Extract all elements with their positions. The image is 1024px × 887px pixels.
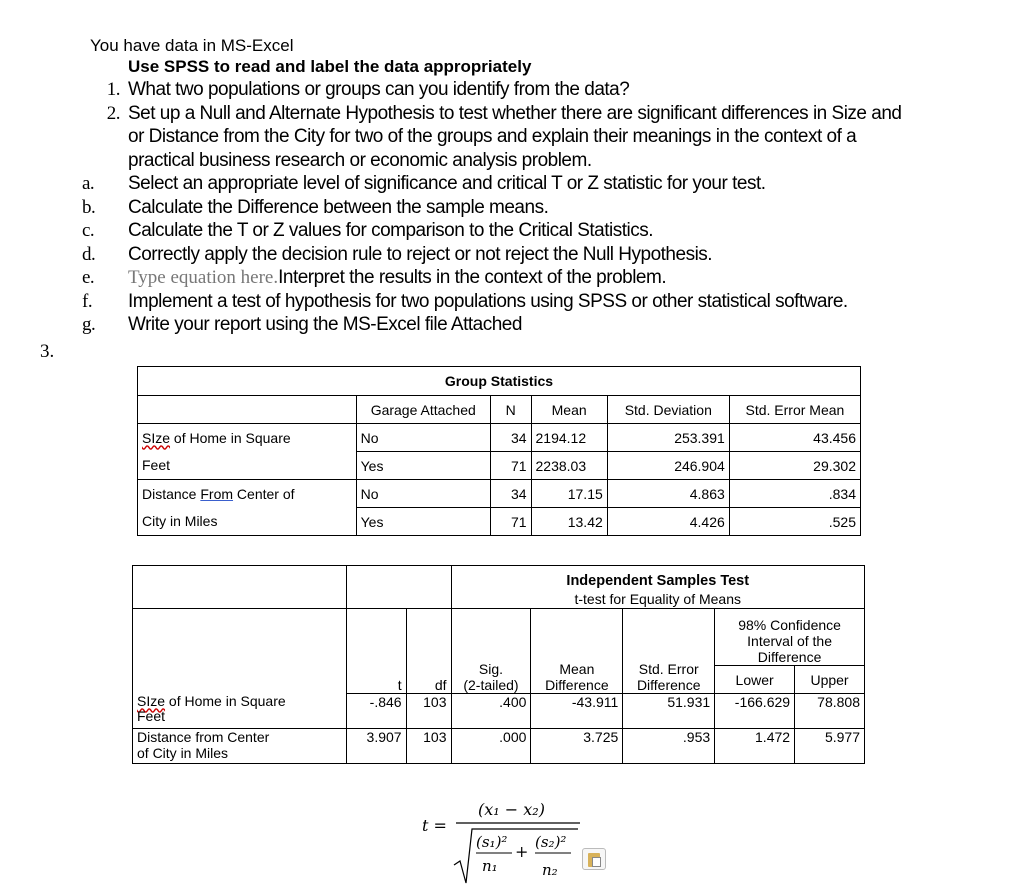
table-cell: 34 xyxy=(490,480,531,508)
question-item xyxy=(80,172,920,196)
label-part: Center of xyxy=(233,485,295,502)
table-cell: 78.808 xyxy=(795,694,865,729)
question-marker: c. xyxy=(82,220,95,241)
group-statistics-title: Group Statistics xyxy=(138,367,861,396)
table-cell: 71 xyxy=(490,508,531,536)
header-std-error-difference xyxy=(623,609,715,694)
table-cell: 5.977 xyxy=(795,728,865,763)
row-label-size xyxy=(138,424,357,452)
table-cell: Yes xyxy=(356,452,490,480)
table-cell: .953 xyxy=(623,728,715,763)
question-text: Implement a test of hypothesis for two populations using SPSS or other statistical software. xyxy=(128,290,848,312)
question-marker: g. xyxy=(82,314,96,335)
question-text xyxy=(128,266,920,290)
row-label-feet: Feet xyxy=(138,452,357,480)
spelling-flag: SIze xyxy=(142,429,171,446)
question-text: Write your report using the MS-Excel file Attached xyxy=(128,314,522,335)
table-cell: 246.904 xyxy=(607,452,729,480)
equation-placeholder[interactable]: Type equation here. xyxy=(128,267,279,288)
question-item xyxy=(80,219,920,243)
question-item xyxy=(80,196,920,220)
question-marker: 1. xyxy=(106,79,120,100)
test-subtitle: t-test for Equality of Means xyxy=(451,590,865,609)
question-item xyxy=(80,78,920,102)
paste-options-icon[interactable] xyxy=(582,848,606,870)
table-cell: .834 xyxy=(729,480,860,508)
header-md-line2: Difference xyxy=(545,677,609,693)
table-cell: 1.472 xyxy=(715,728,795,763)
header-std-deviation: Std. Deviation xyxy=(607,396,729,424)
ci-line1: 98% Confidence xyxy=(738,617,841,633)
question-item xyxy=(80,266,920,290)
t-statistic-formula[interactable] xyxy=(420,795,620,885)
empty-label-header xyxy=(133,609,347,694)
label-part: Distance xyxy=(142,485,201,502)
empty-header-cell xyxy=(138,396,357,424)
label-part: of Home in Square xyxy=(170,429,291,446)
question-list xyxy=(80,78,920,337)
question-marker: 2. xyxy=(106,102,120,124)
item-3-marker: 3. xyxy=(40,341,55,362)
formula-numerator: (x₁ − x₂) xyxy=(478,800,545,819)
table-cell: No xyxy=(356,424,490,452)
test-title xyxy=(451,566,865,591)
table-cell: 3.725 xyxy=(531,728,623,763)
question-marker: d. xyxy=(82,243,96,265)
table-cell: 253.391 xyxy=(607,424,729,452)
header-sig xyxy=(451,609,531,694)
row-label-city-miles: City in Miles xyxy=(138,508,357,536)
row-label-distance xyxy=(138,480,357,508)
label-part: Feet xyxy=(137,707,166,724)
header-mean-difference xyxy=(531,609,623,694)
question-text: Set up a Null and Alternate Hypothesis to test whether there are significant differences in Size and or Distance from the City for two of the groups and explain their meanings in the context of a practical business research or economic analysis problem. xyxy=(128,102,902,171)
label-part: Distance from Center xyxy=(137,728,270,745)
header-sig-line2: (2-tailed) xyxy=(463,677,519,693)
table-cell: 51.931 xyxy=(623,694,715,729)
grammar-flag: From xyxy=(200,485,234,502)
row-label-distance xyxy=(133,728,347,763)
table-cell: 3.907 xyxy=(346,728,406,763)
question-marker: f. xyxy=(82,290,93,312)
table-cell: -166.629 xyxy=(715,694,795,729)
question-text: Select an appropriate level of significance and critical T or Z statistic for your test. xyxy=(128,173,766,194)
header-se-line1: Std. Error xyxy=(638,661,699,677)
ci-line3: Difference xyxy=(757,649,822,665)
question-text: Correctly apply the decision rule to reject or not reject the Null Hypothesis. xyxy=(128,243,713,265)
header-confidence-interval xyxy=(715,609,865,666)
table-cell: .000 xyxy=(451,728,531,763)
ci-line2: Interval of the xyxy=(747,633,832,649)
empty-corner-cell xyxy=(133,566,347,609)
question-text: Calculate the T or Z values for comparison to the Critical Statistics. xyxy=(128,220,654,241)
header-md-line1: Mean xyxy=(559,661,595,677)
formula-s2: (s₂)² xyxy=(535,833,567,851)
label-part: of Home in Square xyxy=(165,692,286,709)
test-title-text: Independent Samples Test xyxy=(566,572,750,589)
question-item xyxy=(80,102,920,173)
header-lower: Lower xyxy=(715,666,795,694)
header-se-line2: Difference xyxy=(636,677,701,693)
independent-samples-test-table xyxy=(132,565,865,764)
formula-s1: (s₁)² xyxy=(476,833,508,851)
header-garage-attached: Garage Attached xyxy=(356,396,490,424)
question-text: Calculate the Difference between the sample means. xyxy=(128,196,549,218)
table-cell: 4.426 xyxy=(607,508,729,536)
formula-plus: + xyxy=(515,842,529,861)
table-cell: 103 xyxy=(406,694,451,729)
table-cell: 29.302 xyxy=(729,452,860,480)
table-cell: 2194.12 xyxy=(531,424,607,452)
formula-n1: n₁ xyxy=(482,857,498,875)
table-cell: -.846 xyxy=(346,694,406,729)
header-sig-line1: Sig. xyxy=(478,661,504,677)
table-cell: No xyxy=(356,480,490,508)
subheading: Use SPSS to read and label the data appropriately xyxy=(128,57,532,76)
header-df: df xyxy=(406,609,451,694)
formula-n2: n₂ xyxy=(542,861,558,879)
table-cell: 43.456 xyxy=(729,424,860,452)
question-text: What two populations or groups can you identify from the data? xyxy=(128,79,630,100)
question-marker: b. xyxy=(82,196,96,218)
question-item xyxy=(80,290,920,314)
table-cell: 71 xyxy=(490,452,531,480)
header-t: t xyxy=(346,609,406,694)
table-cell: 17.15 xyxy=(531,480,607,508)
spelling-flag: SIze xyxy=(137,692,166,709)
table-cell: 103 xyxy=(406,728,451,763)
question-item xyxy=(80,313,920,337)
question-marker: a. xyxy=(82,173,95,194)
header-upper: Upper xyxy=(795,666,865,694)
row-label-size xyxy=(133,694,347,729)
question-text-rest: Interpret the results in the context of the problem. xyxy=(278,267,667,288)
table-cell: 13.42 xyxy=(531,508,607,536)
table-cell: -43.911 xyxy=(531,694,623,729)
header-n: N xyxy=(490,396,531,424)
table-cell: .400 xyxy=(451,694,531,729)
table-cell: 2238.03 xyxy=(531,452,607,480)
table-cell: 34 xyxy=(490,424,531,452)
intro-text: You have data in MS-Excel xyxy=(90,36,294,55)
table-cell: .525 xyxy=(729,508,860,536)
question-item xyxy=(80,243,920,267)
group-statistics-table xyxy=(137,366,861,536)
formula-lhs: t = xyxy=(422,816,447,835)
header-mean: Mean xyxy=(531,396,607,424)
header-std-error-mean: Std. Error Mean xyxy=(729,396,860,424)
table-cell: 4.863 xyxy=(607,480,729,508)
table-cell: Yes xyxy=(356,508,490,536)
empty-header-cell xyxy=(346,566,451,609)
label-part: of City in Miles xyxy=(137,744,229,761)
question-marker: e. xyxy=(82,267,95,288)
